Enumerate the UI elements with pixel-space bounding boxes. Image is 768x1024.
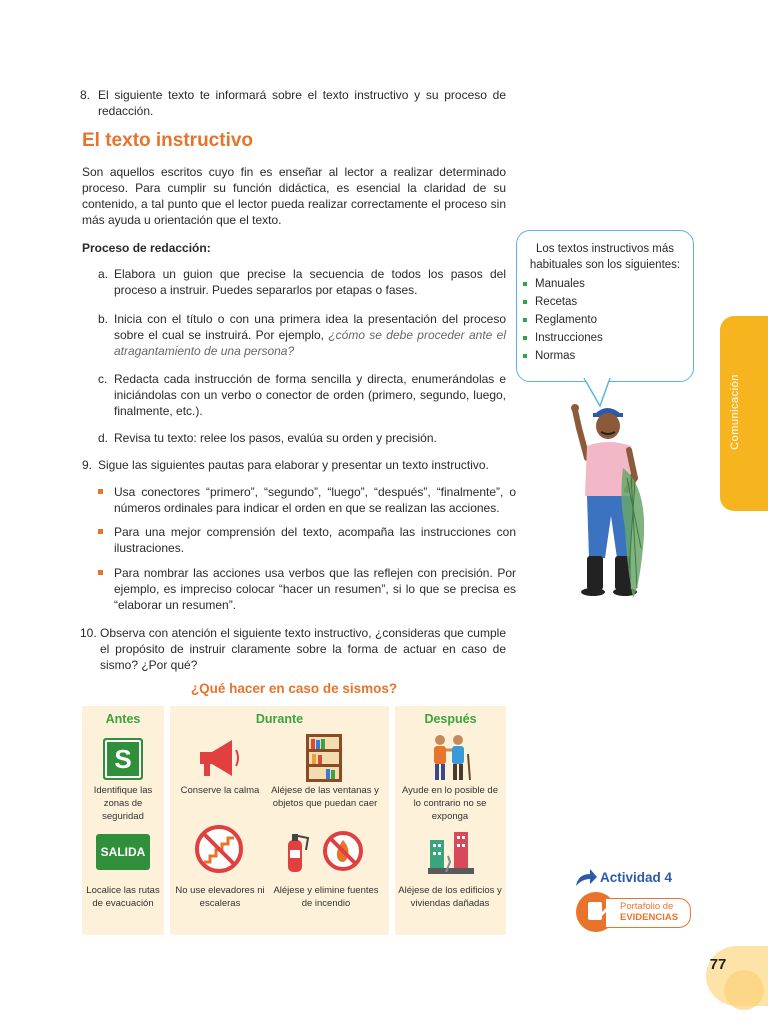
- intro-paragraph: Son aquellos escritos cuyo fin es enseñar al lector a realizar determinado proceso. Para cumplir su función didáctica, es esencial la claridad de su contenido, a tal punto que el lector pueda realizar correctamente el proceso sin más ayuda u orientación que el texto.: [82, 165, 506, 227]
- bullet-square: [98, 489, 103, 494]
- bubble-intro: Los textos instructivos más habituales son los siguientes:: [529, 243, 681, 271]
- item-8-number: 8.: [80, 88, 91, 102]
- activity-label: Actividad 4: [600, 870, 673, 885]
- megaphone-icon: [194, 736, 242, 780]
- speech-bubble: [516, 230, 694, 382]
- side-tab-label: Comunicación: [729, 374, 741, 450]
- curved-arrow-icon: [574, 868, 598, 888]
- heading-durante: Durante: [255, 712, 304, 726]
- bubble-item: Manuales: [519, 275, 693, 293]
- bullet-square: [98, 529, 103, 534]
- bubble-item: Normas: [519, 347, 693, 365]
- bullet-text: Para una mejor comprensión del texto, acompaña las instrucciones con ilustraciones.: [114, 525, 516, 555]
- bookshelf-icon: [306, 734, 342, 782]
- caption-fire-sources: Aléjese y elimine fuentes de incendio: [273, 885, 379, 909]
- caption-evacuation-routes: Localice las rutas de evacuación: [86, 885, 160, 909]
- page-number: 77: [709, 956, 727, 973]
- step-b-text: Inicia con el título o con una primera idea la presentación del proceso sobre el cual se instruirá. Por ejemplo,: [114, 312, 506, 342]
- bullet-square: [98, 570, 103, 575]
- item-9-text: Sigue las siguientes pautas para elaborar y presentar un texto instructivo.: [98, 458, 489, 472]
- portfolio-line2: EVIDENCIAS: [620, 912, 679, 923]
- bullet-item: [98, 565, 516, 613]
- caption-help: Ayude en lo posible de lo contrario no se exponga: [402, 785, 498, 822]
- step-b-letter: b.: [98, 312, 109, 326]
- step-b-paragraph: [114, 311, 506, 359]
- caption-buildings: Aléjese de los edificios y viviendas dañadas: [398, 885, 502, 909]
- step-a-text: Elabora un guion que precise la secuencia de todos los pasos del proceso a instruir. Puedes separarlos por etapas o fases.: [114, 267, 506, 297]
- helping-people-icon: [428, 734, 472, 782]
- bullet-item: [98, 484, 516, 516]
- step-b-example: ¿cómo se debe proceder ante el atragantamiento de una persona?: [114, 328, 506, 358]
- step-d-text: Revisa tu texto: relee los pasos, evalúa su orden y precisión.: [114, 431, 437, 445]
- caption-keep-calm: Conserve la calma: [180, 785, 260, 796]
- item-9-number: 9.: [82, 458, 93, 472]
- exit-sign-label: SALIDA: [100, 845, 146, 859]
- no-stairs-icon: [194, 824, 244, 874]
- heading-antes: Antes: [105, 712, 141, 726]
- step-c-letter: c.: [98, 372, 108, 386]
- section-title: El texto instructivo: [82, 130, 254, 151]
- bubble-item: Reglamento: [519, 311, 693, 329]
- bullet-text: Usa conectores “primero”, “segundo”, “luego”, “después”, “finalmente”, o números ordinales para indicar el orden en que se realizan las acciones.: [114, 485, 516, 515]
- caption-no-elevators: No use elevadores ni escaleras: [175, 885, 265, 909]
- caption-windows: Aléjese de las ventanas y objetos que puedan caer: [271, 785, 379, 809]
- item-10-number: 10.: [80, 626, 97, 640]
- safety-sign-letter: S: [105, 740, 141, 778]
- bullet-text: Para nombrar las acciones usa verbos que las reflejen con precisión. Por ejemplo, es impreciso colocar “hacer un resumen”, si lo que se precisa es “elaborar un resumen”.: [114, 566, 516, 612]
- bubble-item: Recetas: [519, 293, 693, 311]
- step-a-letter: a.: [98, 267, 109, 281]
- step-c-text: Redacta cada instrucción de forma sencilla y directa, enumerándolas e iniciándolas con un verbo o conector de orden (primero, segundo, luego, finalmente, etc.).: [114, 372, 506, 418]
- process-heading: Proceso de redacción:: [82, 241, 211, 255]
- portfolio-box: [606, 898, 691, 928]
- step-d-letter: d.: [98, 431, 109, 445]
- fire-extinguisher-icon: [282, 830, 310, 874]
- caption-safety-zones: Identifique las zonas de seguridad: [93, 785, 153, 822]
- bubble-item: Instrucciones: [519, 329, 693, 347]
- infographic-title: ¿Qué hacer en caso de sismos?: [190, 681, 398, 696]
- bullet-item: [98, 524, 516, 556]
- bullet-dot: [523, 336, 527, 340]
- damaged-buildings-icon: [428, 828, 474, 874]
- item-8-text: El siguiente texto te informará sobre el texto instructivo y su proceso de redacción.: [98, 88, 506, 118]
- man-illustration-icon: [565, 398, 655, 608]
- exit-sign-icon: [96, 834, 150, 870]
- portfolio-line1: Portafolio de: [620, 901, 674, 912]
- bullet-dot: [523, 318, 527, 322]
- bullet-dot: [523, 354, 527, 358]
- side-tab: [720, 316, 768, 511]
- no-fire-icon: [322, 830, 364, 872]
- item-10-text: Observa con atención el siguiente texto instructivo, ¿consideras que cumple el propósito de instruir claramente sobre la forma de actuar en caso de sismo? ¿Por qué?: [100, 626, 506, 672]
- bullet-dot: [523, 282, 527, 286]
- heading-despues: Después: [424, 712, 477, 726]
- safety-zone-icon: [103, 738, 143, 780]
- page-number-decoration: [724, 970, 764, 1010]
- bullet-dot: [523, 300, 527, 304]
